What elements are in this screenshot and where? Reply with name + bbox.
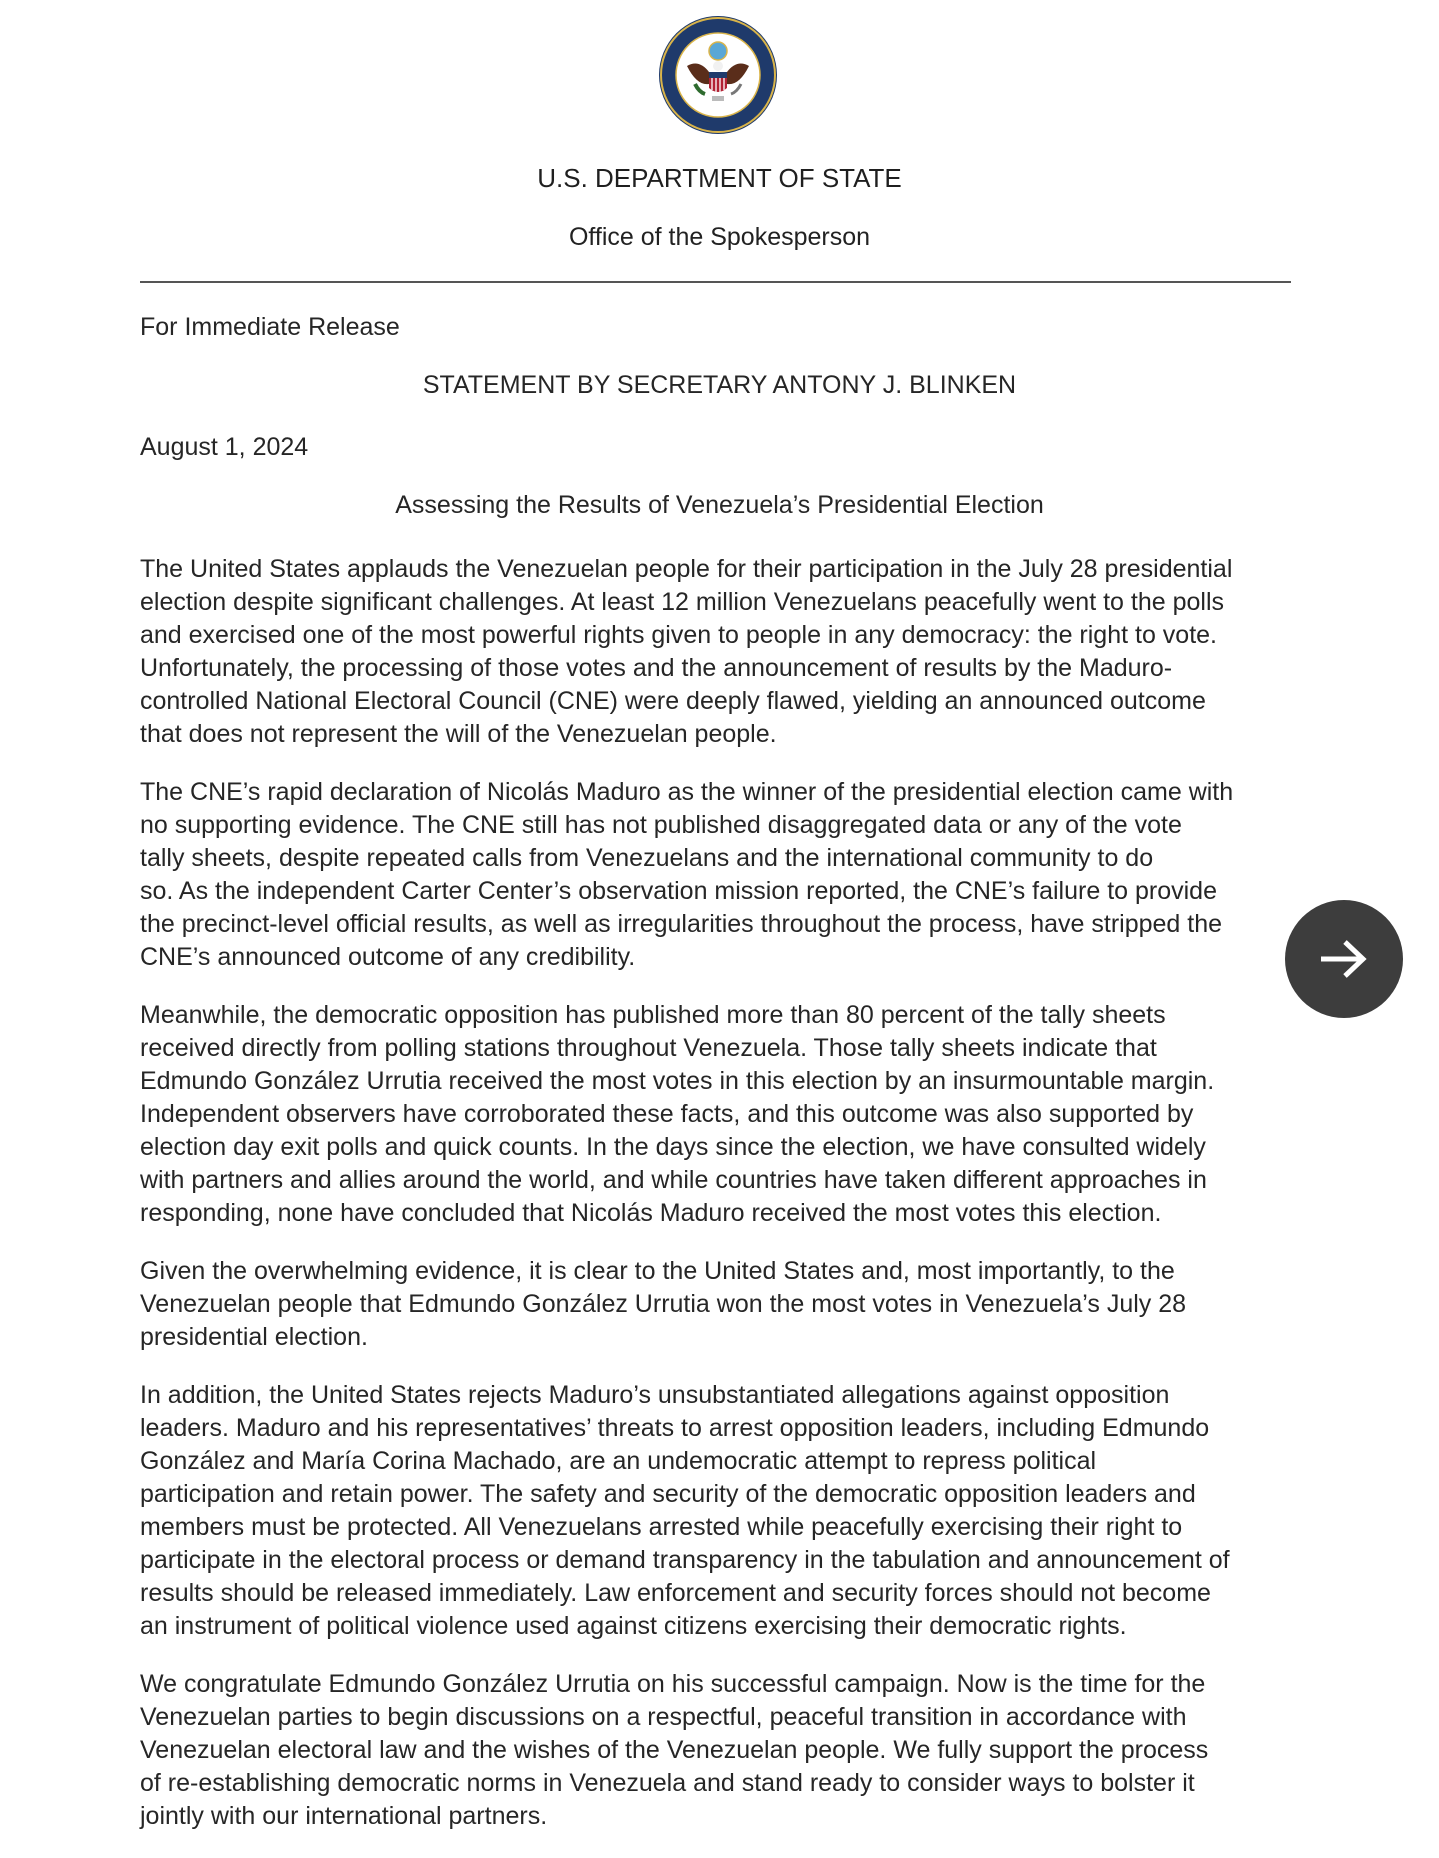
text-line: Given the overwhelming evidence, it is clear to the United States and, most importantly, to the — [140, 1257, 1175, 1285]
text-line: tally sheets, despite repeated calls from Venezuelans and the international community to do — [140, 844, 1154, 872]
text-line: members must be protected. All Venezuelans arrested while peacefully exercising their right to — [140, 1513, 1183, 1541]
text-line: responding, none have concluded that Nicolás Maduro received the most votes this election. — [140, 1199, 1162, 1227]
text-line: of re-establishing democratic norms in Venezuela and stand ready to consider ways to bolster it — [140, 1769, 1195, 1797]
text-line: Venezuelan electoral law and the wishes of the Venezuelan people. We fully support the process — [140, 1736, 1209, 1764]
text-line: no supporting evidence. The CNE still has not published disaggregated data or any of the vote — [140, 811, 1182, 839]
next-page-button[interactable] — [1285, 900, 1403, 1018]
text-line: The United States applauds the Venezuelan people for their participation in the July 28 presidential — [140, 555, 1233, 583]
paragraph-3 — [140, 999, 1300, 1230]
text-line: jointly with our international partners. — [140, 1802, 548, 1830]
statement-heading: STATEMENT BY SECRETARY ANTONY J. BLINKEN — [422, 371, 1017, 399]
arrow-right-icon — [1319, 937, 1369, 981]
text-line: and exercised one of the most powerful rights given to people in any democracy: the right to vote. — [140, 621, 1218, 649]
text-line: received directly from polling stations throughout Venezuela. Those tally sheets indicate that — [140, 1034, 1157, 1062]
agency-name: U.S. DEPARTMENT OF STATE — [537, 163, 902, 193]
text-line: In addition, the United States rejects Maduro’s unsubstantiated allegations against opposition — [140, 1381, 1170, 1409]
text-line: with partners and allies around the world, and while countries have taken different approaches in — [140, 1166, 1207, 1194]
text-line: an instrument of political violence used against citizens exercising their democratic rights. — [140, 1612, 1127, 1640]
text-line: Venezuelan people that Edmundo González Urrutia won the most votes in Venezuela’s July 28 — [140, 1290, 1187, 1318]
release-label: For Immediate Release — [140, 313, 400, 341]
text-line: election day exit polls and quick counts. In the days since the election, we have consulted widely — [140, 1133, 1206, 1161]
document-title: Assessing the Results of Venezuela’s Presidential Election — [395, 491, 1044, 519]
text-line: so. As the independent Carter Center’s observation mission reported, the CNE’s failure to provide — [140, 877, 1217, 905]
office-name: Office of the Spokesperson — [568, 223, 871, 251]
text-line: participate in the electoral process or demand transparency in the tabulation and announcement of — [140, 1546, 1230, 1574]
text-line: the precinct-level official results, as well as irregularities throughout the process, have stripped the — [140, 910, 1223, 938]
header-divider — [140, 281, 1291, 283]
text-line: participation and retain power. The safety and security of the democratic opposition leaders and — [140, 1480, 1196, 1508]
text-line: election despite significant challenges. At least 12 million Venezuelans peacefully went to the polls — [140, 588, 1225, 616]
paragraph-6 — [140, 1668, 1300, 1833]
text-line: González and María Corina Machado, are an undemocratic attempt to repress political — [140, 1447, 1097, 1475]
text-line: results should be released immediately. Law enforcement and security forces should not become — [140, 1579, 1211, 1607]
department-of-state-seal-icon — [657, 14, 779, 136]
text-line: controlled National Electoral Council (CNE) were deeply flawed, yielding an announced outcome — [140, 687, 1206, 715]
paragraph-2 — [140, 776, 1300, 974]
text-line: that does not represent the will of the Venezuelan people. — [140, 720, 777, 748]
text-line: leaders. Maduro and his representatives’ threats to arrest opposition leaders, including Edmundo — [140, 1414, 1210, 1442]
text-line: CNE’s announced outcome of any credibility. — [140, 943, 636, 971]
text-line: Meanwhile, the democratic opposition has published more than 80 percent of the tally sheets — [140, 1001, 1166, 1029]
text-line: Unfortunately, the processing of those votes and the announcement of results by the Maduro- — [140, 654, 1173, 682]
paragraph-5 — [140, 1379, 1300, 1643]
text-line: The CNE’s rapid declaration of Nicolás Maduro as the winner of the presidential election came with — [140, 778, 1234, 806]
text-line: presidential election. — [140, 1323, 368, 1351]
text-line: Edmundo González Urrutia received the most votes in this election by an insurmountable margin. — [140, 1067, 1215, 1095]
statement-body — [140, 553, 1300, 1858]
text-line: Independent observers have corroborated these facts, and this outcome was also supported by — [140, 1100, 1194, 1128]
release-date: August 1, 2024 — [140, 433, 309, 461]
text-line: We congratulate Edmundo González Urrutia on his successful campaign. Now is the time for the — [140, 1670, 1206, 1698]
paragraph-4 — [140, 1255, 1300, 1354]
text-line: Venezuelan parties to begin discussions on a respectful, peaceful transition in accordance with — [140, 1703, 1187, 1731]
paragraph-1 — [140, 553, 1300, 751]
